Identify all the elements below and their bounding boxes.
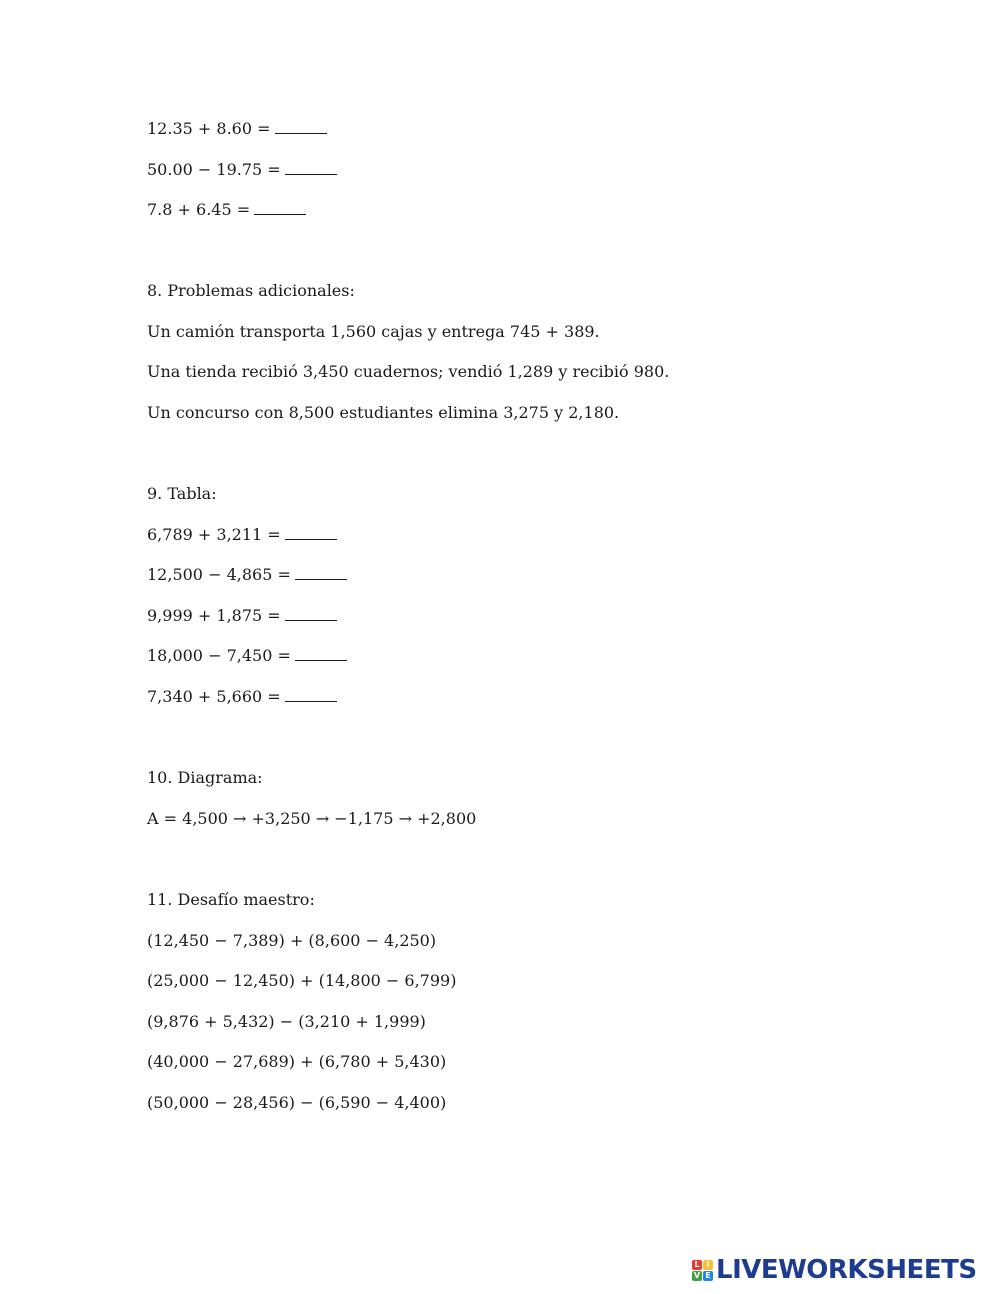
section-8-title: 8. Problemas adicionales: (147, 281, 355, 300)
equation-row (147, 646, 347, 666)
equation-row (147, 565, 347, 585)
answer-blank[interactable] (285, 525, 337, 540)
answer-blank[interactable] (295, 646, 347, 661)
challenge-expression: (25,000 − 12,450) + (14,800 − 6,799) (147, 971, 457, 990)
challenge-expression: (40,000 − 27,689) + (6,780 + 5,430) (147, 1052, 447, 1071)
section-11-title: 11. Desafío maestro: (147, 890, 315, 909)
logo-mark-tile: I (703, 1260, 713, 1270)
equation-text: 7.8 + 6.45 = (147, 200, 251, 219)
equation-row (147, 525, 337, 545)
problem-text: Una tienda recibió 3,450 cuadernos; vendió 1,289 y recibió 980. (147, 362, 670, 381)
equation-row (147, 160, 337, 180)
equation-row (147, 687, 337, 707)
answer-blank[interactable] (285, 687, 337, 702)
problem-text: Un concurso con 8,500 estudiantes elimina 3,275 y 2,180. (147, 403, 620, 422)
equation-text: 50.00 − 19.75 = (147, 160, 281, 179)
challenge-expression: (12,450 − 7,389) + (8,600 − 4,250) (147, 931, 437, 950)
problem-text: Un camión transporta 1,560 cajas y entrega 745 + 389. (147, 322, 600, 341)
section-9-title: 9. Tabla: (147, 484, 217, 503)
logo-mark-tile: V (693, 1270, 701, 1280)
logo-mark-tile: L (692, 1260, 702, 1270)
challenge-expression: (9,876 + 5,432) − (3,210 + 1,999) (147, 1012, 426, 1031)
equation-row (147, 119, 327, 139)
equation-text: 12,500 − 4,865 = (147, 565, 291, 584)
liveworksheets-logo (692, 1256, 977, 1284)
equation-text: 12.35 + 8.60 = (147, 119, 271, 138)
section-10-title: 10. Diagrama: (147, 768, 263, 787)
answer-blank[interactable] (295, 565, 347, 580)
equation-row (147, 606, 337, 626)
logo-mark-tile: E (703, 1271, 713, 1281)
answer-blank[interactable] (254, 200, 306, 215)
diagram-text: A = 4,500 → +3,250 → −1,175 → +2,800 (147, 809, 477, 828)
challenge-expression: (50,000 − 28,456) − (6,590 − 4,400) (147, 1093, 447, 1112)
equation-text: 18,000 − 7,450 = (147, 646, 291, 665)
equation-text: 6,789 + 3,211 = (147, 525, 281, 544)
equation-text: 9,999 + 1,875 = (147, 606, 281, 625)
answer-blank[interactable] (275, 119, 327, 134)
answer-blank[interactable] (285, 160, 337, 175)
logo-mark-icon (692, 1260, 713, 1281)
answer-blank[interactable] (285, 606, 337, 621)
equation-row (147, 200, 306, 220)
equation-text: 7,340 + 5,660 = (147, 687, 281, 706)
logo-text: LIVEWORKSHEETS (716, 1255, 977, 1285)
